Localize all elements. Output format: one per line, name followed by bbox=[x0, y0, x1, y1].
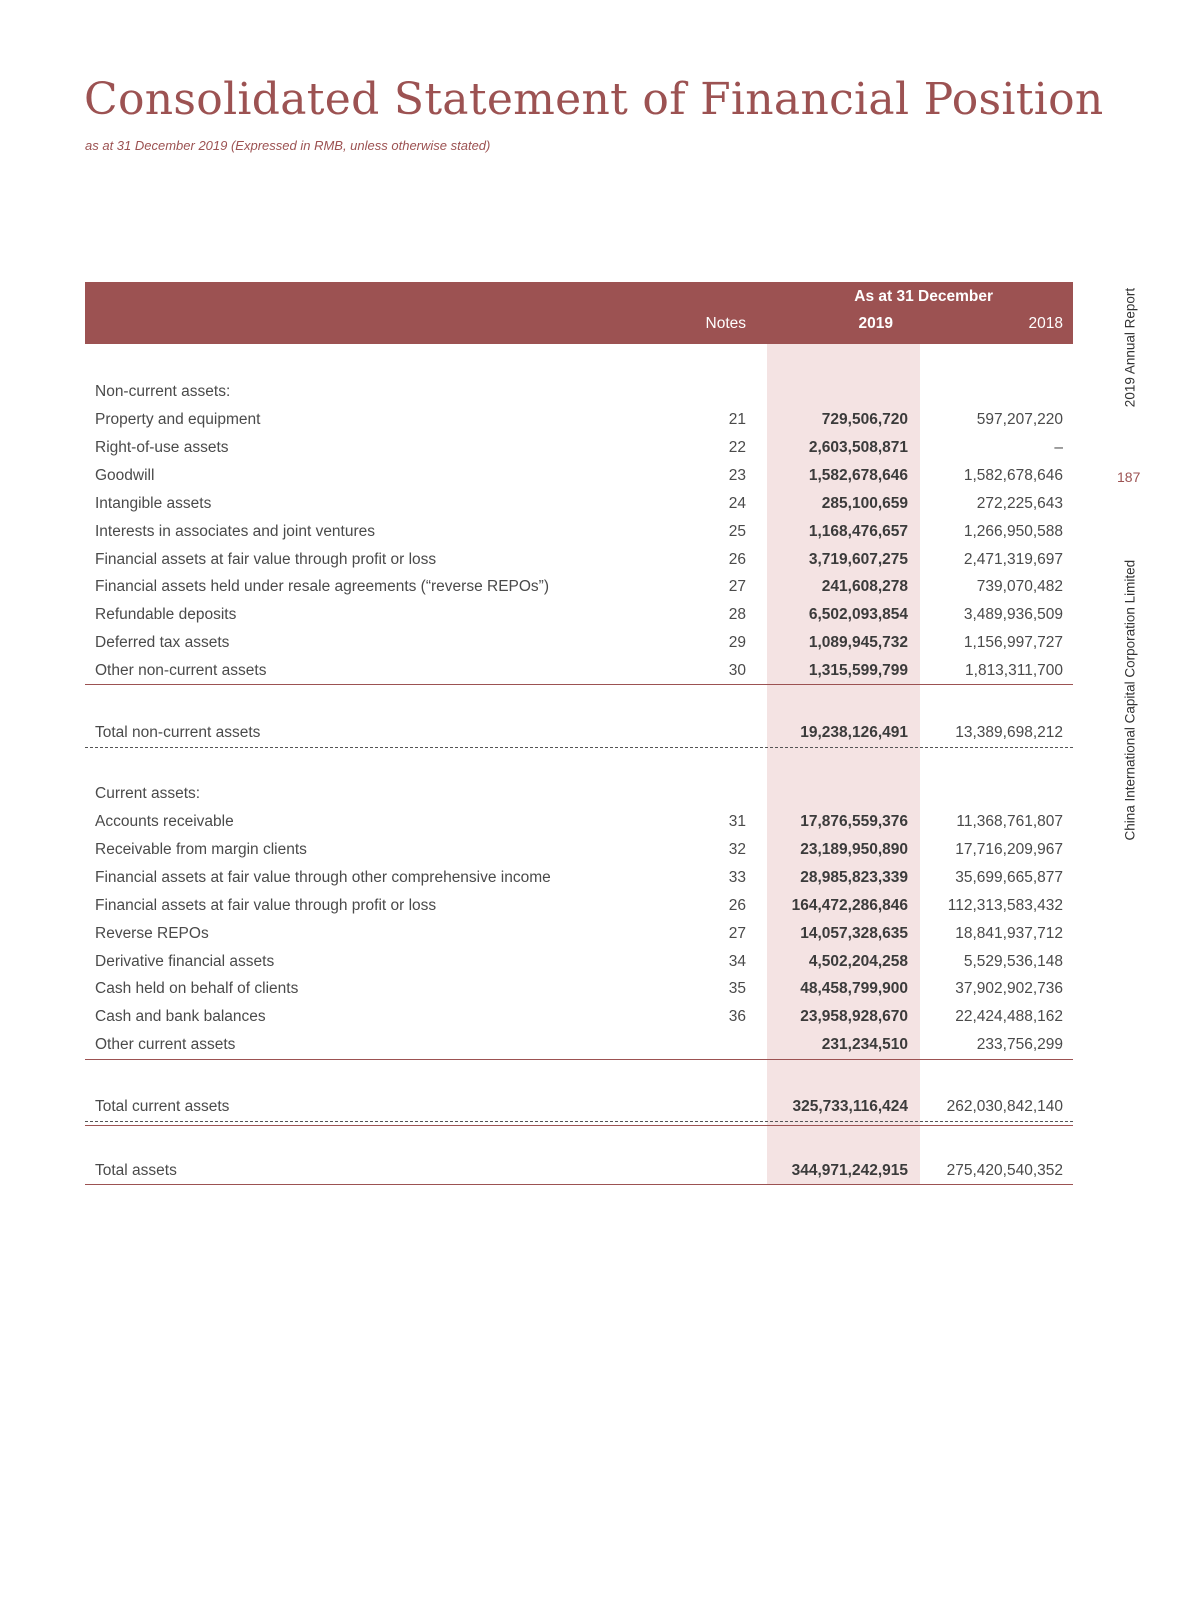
value-2019: 48,458,799,900 bbox=[800, 980, 908, 998]
value-2019: 28,985,823,339 bbox=[800, 868, 908, 886]
divider bbox=[85, 1184, 1073, 1185]
row-note: 27 bbox=[728, 924, 746, 942]
table-row bbox=[85, 574, 1073, 600]
row-label: Other non-current assets bbox=[95, 662, 267, 680]
value-2019: 17,876,559,376 bbox=[800, 813, 908, 830]
value-2018: 13,389,698,212 bbox=[955, 724, 1063, 741]
value-2019: 285,100,659 bbox=[821, 494, 908, 512]
value-2019: 19,238,126,491 bbox=[800, 724, 908, 741]
header-group-label: As at 31 December bbox=[854, 288, 993, 305]
value-2019: 1,089,945,732 bbox=[808, 634, 908, 652]
table-row bbox=[85, 547, 1073, 573]
row-note: 36 bbox=[728, 1008, 746, 1026]
table-row bbox=[85, 809, 1073, 835]
value-2019: 325,733,116,424 bbox=[792, 1098, 908, 1115]
value-2018: 5,529,536,148 bbox=[963, 952, 1063, 970]
row-label: Financial assets at fair value through profit or loss bbox=[95, 550, 437, 568]
row-note: 23 bbox=[728, 466, 746, 484]
table-row bbox=[85, 630, 1073, 656]
total-row bbox=[85, 720, 1073, 746]
value-2018: 18,841,937,712 bbox=[955, 924, 1063, 942]
value-2019: 344,971,242,915 bbox=[791, 1162, 908, 1179]
page-title: Consolidated Statement of Financial Position bbox=[84, 74, 1104, 125]
section-heading bbox=[85, 781, 1073, 807]
row-note: 21 bbox=[728, 411, 746, 428]
row-label: Total current assets bbox=[95, 1098, 230, 1115]
row-label: Financial assets held under resale agreements (“reverse REPOs”) bbox=[95, 578, 549, 596]
value-2018: 3,489,936,509 bbox=[963, 606, 1063, 624]
value-2018: 739,070,482 bbox=[976, 578, 1063, 596]
row-label: Accounts receivable bbox=[95, 813, 234, 830]
row-label: Cash and bank balances bbox=[95, 1008, 266, 1026]
row-label: Financial assets at fair value through profit or loss bbox=[95, 896, 437, 914]
table-row bbox=[85, 1032, 1073, 1058]
value-2019: 1,582,678,646 bbox=[808, 466, 908, 484]
table-row bbox=[85, 463, 1073, 489]
row-label: Cash held on behalf of clients bbox=[95, 980, 299, 998]
row-label: Right-of-use assets bbox=[95, 438, 229, 456]
value-2019: 4,502,204,258 bbox=[808, 952, 908, 970]
value-2019: 3,719,607,275 bbox=[808, 550, 908, 568]
row-label: Refundable deposits bbox=[95, 606, 237, 624]
value-2019: 729,506,720 bbox=[821, 411, 908, 428]
table-row bbox=[85, 435, 1073, 461]
value-2018: 1,266,950,588 bbox=[963, 522, 1063, 540]
total-row bbox=[85, 1158, 1073, 1184]
table-row bbox=[85, 893, 1073, 919]
row-note: 33 bbox=[728, 868, 746, 886]
value-2018: 1,156,997,727 bbox=[963, 634, 1063, 652]
table-row bbox=[85, 658, 1073, 684]
row-label: Receivable from margin clients bbox=[95, 840, 307, 858]
row-label: Intangible assets bbox=[95, 494, 212, 512]
divider bbox=[85, 1059, 1073, 1060]
divider bbox=[85, 684, 1073, 685]
side-report-label: 2019 Annual Report bbox=[1122, 287, 1138, 408]
row-label: Interests in associates and joint ventures bbox=[95, 522, 376, 540]
header-notes: Notes bbox=[705, 315, 746, 332]
section-heading bbox=[85, 379, 1073, 405]
table-header bbox=[85, 282, 1073, 344]
page-subtitle: as at 31 December 2019 (Expressed in RMB, unless otherwise stated) bbox=[85, 138, 491, 153]
value-2018: 272,225,643 bbox=[976, 494, 1063, 512]
table-row bbox=[85, 949, 1073, 975]
row-note: 25 bbox=[728, 522, 746, 540]
value-2018: 262,030,842,140 bbox=[946, 1098, 1063, 1115]
row-note: 22 bbox=[728, 438, 746, 456]
row-label: Reverse REPOs bbox=[95, 924, 209, 942]
value-2019: 231,234,510 bbox=[821, 1036, 908, 1054]
row-note: 27 bbox=[728, 578, 746, 596]
value-2019: 2,603,508,871 bbox=[808, 438, 908, 456]
value-2018: 37,902,902,736 bbox=[955, 980, 1063, 998]
row-note: 28 bbox=[728, 606, 746, 624]
row-label: Deferred tax assets bbox=[95, 634, 230, 652]
row-label: Total non-current assets bbox=[95, 724, 261, 741]
value-2018: 275,420,540,352 bbox=[946, 1162, 1063, 1179]
value-2018: 597,207,220 bbox=[976, 411, 1063, 428]
row-label: Financial assets at fair value through other comprehensive income bbox=[95, 868, 551, 886]
value-2019: 14,057,328,635 bbox=[800, 924, 908, 942]
value-2018: 11,368,761,807 bbox=[956, 813, 1063, 830]
row-label: Property and equipment bbox=[95, 411, 261, 428]
value-2019: 23,189,950,890 bbox=[800, 840, 908, 858]
row-label: Goodwill bbox=[95, 466, 155, 484]
value-2019: 241,608,278 bbox=[821, 578, 908, 596]
header-2018: 2018 bbox=[1028, 315, 1063, 332]
value-2018: 233,756,299 bbox=[976, 1036, 1063, 1054]
value-2018: 1,582,678,646 bbox=[963, 466, 1063, 484]
value-2018: – bbox=[1054, 438, 1063, 456]
value-2018: 1,813,311,700 bbox=[965, 662, 1063, 680]
row-note: 30 bbox=[728, 662, 746, 680]
table-row bbox=[85, 602, 1073, 628]
value-2018: 2,471,319,697 bbox=[963, 550, 1063, 568]
row-label: Total assets bbox=[95, 1162, 177, 1179]
divider bbox=[85, 1125, 1073, 1126]
table-row bbox=[85, 491, 1073, 517]
row-note: 24 bbox=[728, 494, 746, 512]
row-note: 31 bbox=[728, 813, 746, 830]
row-label: Other current assets bbox=[95, 1036, 236, 1054]
dashed-divider bbox=[85, 747, 1073, 748]
dashed-divider bbox=[85, 1121, 1073, 1122]
table-row bbox=[85, 921, 1073, 947]
page-number: 187 bbox=[1117, 469, 1141, 485]
table-row bbox=[85, 407, 1073, 433]
row-note: 26 bbox=[728, 550, 746, 568]
row-label: Current assets: bbox=[95, 785, 201, 802]
table-row bbox=[85, 976, 1073, 1002]
table-row bbox=[85, 837, 1073, 863]
value-2018: 17,716,209,967 bbox=[955, 840, 1063, 858]
total-row bbox=[85, 1094, 1073, 1120]
header-2019: 2019 bbox=[858, 315, 893, 332]
value-2019: 1,168,476,657 bbox=[808, 522, 908, 540]
row-note: 29 bbox=[728, 634, 746, 652]
row-note: 32 bbox=[728, 840, 746, 858]
value-2019: 164,472,286,846 bbox=[791, 896, 908, 914]
value-2019: 1,315,599,799 bbox=[808, 662, 908, 680]
row-note: 26 bbox=[728, 896, 746, 914]
value-2019: 23,958,928,670 bbox=[800, 1008, 908, 1026]
value-2019: 6,502,093,854 bbox=[808, 606, 908, 624]
table-row bbox=[85, 1004, 1073, 1030]
value-2018: 22,424,488,162 bbox=[955, 1008, 1063, 1026]
side-company-label: China International Capital Corporation Limited bbox=[1122, 559, 1138, 841]
row-label: Non-current assets: bbox=[95, 383, 231, 400]
value-2018: 112,313,583,432 bbox=[947, 896, 1063, 914]
row-note: 35 bbox=[728, 980, 746, 998]
value-2018: 35,699,665,877 bbox=[955, 868, 1063, 886]
table-row bbox=[85, 865, 1073, 891]
row-label: Derivative financial assets bbox=[95, 952, 275, 970]
table-row bbox=[85, 519, 1073, 545]
row-note: 34 bbox=[728, 952, 746, 970]
